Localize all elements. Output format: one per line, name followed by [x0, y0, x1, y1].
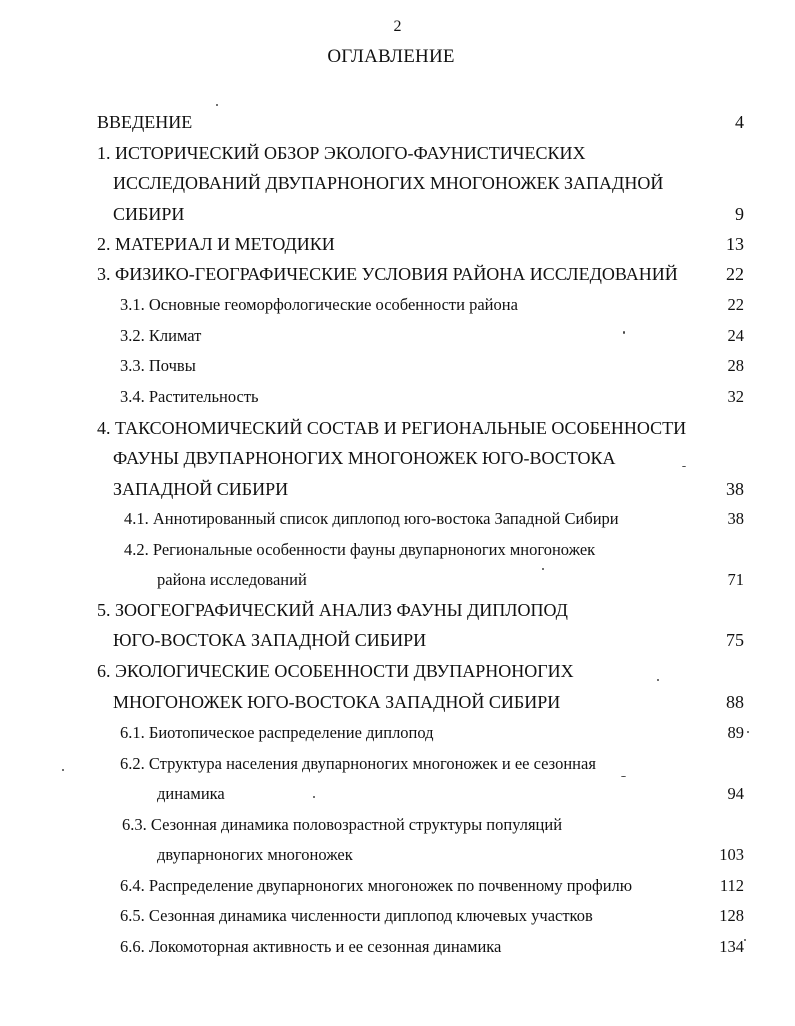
toc-entry-page: 134	[719, 937, 744, 956]
scan-speck	[747, 731, 749, 733]
toc-entry-text: 6.2. Структура населения двупарноногих многоножек и ее сезонная	[120, 754, 596, 773]
toc-entry-page: 94	[727, 784, 744, 803]
toc-entry-page: 112	[719, 876, 744, 895]
scan-speck	[744, 939, 746, 941]
toc-entry-page: 128	[719, 906, 744, 925]
toc-entry-text: 3.4. Растительность	[120, 387, 259, 406]
toc-entry-text: 6.1. Биотопическое распределение диплопод	[120, 723, 434, 742]
toc-entry-text: ИССЛЕДОВАНИЙ ДВУПАРНОНОГИХ МНОГОНОЖЕК ЗАПАДНОЙ	[113, 173, 664, 193]
toc-entry-text: 3.2. Климат	[120, 326, 202, 345]
toc-entry-text: СИБИРИ	[113, 204, 185, 224]
scan-speck	[657, 679, 659, 681]
toc-entry-text: 5. ЗООГЕОГРАФИЧЕСКИЙ АНАЛИЗ ФАУНЫ ДИПЛОПОД	[97, 600, 568, 620]
toc-entry-text: 6.6. Локомоторная активность и ее сезонная динамика	[120, 937, 502, 956]
toc-entry-text: 1. ИСТОРИЧЕСКИЙ ОБЗОР ЭКОЛОГО-ФАУНИСТИЧЕСКИХ	[97, 143, 586, 163]
toc-entry-text: района исследований	[157, 570, 307, 589]
toc-entry-page: 103	[719, 845, 744, 864]
toc-entry-text: 4.2. Региональные особенности фауны двупарноногих многоножек	[124, 540, 596, 559]
toc-entry-page: 32	[727, 387, 744, 406]
toc-entry-text: ФАУНЫ ДВУПАРНОНОГИХ МНОГОНОЖЕК ЮГО-ВОСТОКА	[113, 448, 616, 468]
toc-title: ОГЛАВЛЕНИЕ	[327, 46, 455, 67]
toc-entry-text: 6.5. Сезонная динамика численности диплопод ключевых участков	[120, 906, 593, 925]
scan-speck	[62, 769, 64, 771]
toc-entry-text: 6.4. Распределение двупарноногих многоножек по почвенному профилю	[120, 876, 633, 895]
toc-entry-page: 71	[727, 570, 744, 589]
toc-entry-page: 75	[726, 630, 744, 650]
toc-entry-text: 3.3. Почвы	[120, 356, 196, 375]
toc-entry-text: 3.1. Основные геоморфологические особенности района	[120, 295, 518, 314]
toc-entry-text: 6.3. Сезонная динамика половозрастной структуры популяций	[122, 815, 563, 834]
scan-speck	[313, 796, 315, 798]
toc-entry-page: 38	[727, 509, 744, 528]
toc-entry-page: 13	[726, 234, 744, 254]
toc-entry-page: 88	[726, 692, 744, 712]
toc-entry-text: ВВЕДЕНИЕ	[97, 112, 193, 132]
toc-entry-text: 2. МАТЕРИАЛ И МЕТОДИКИ	[97, 234, 335, 254]
toc-entry-text: ЮГО-ВОСТОКА ЗАПАДНОЙ СИБИРИ	[113, 630, 427, 650]
toc-entry-text: 4. ТАКСОНОМИЧЕСКИЙ СОСТАВ И РЕГИОНАЛЬНЫЕ ОСОБЕННОСТИ	[97, 418, 687, 438]
scan-speck	[542, 568, 544, 570]
toc-entry-page: 9	[735, 204, 744, 224]
toc-entry-page: 28	[727, 356, 744, 375]
toc-entry-page: 38	[726, 479, 744, 499]
toc-entry-text: МНОГОНОЖЕК ЮГО-ВОСТОКА ЗАПАДНОЙ СИБИРИ	[113, 692, 561, 712]
toc-entry-text: 6. ЭКОЛОГИЧЕСКИЕ ОСОБЕННОСТИ ДВУПАРНОНОГИХ	[97, 661, 574, 681]
scan-speck	[621, 776, 626, 777]
toc-entry-page: 22	[727, 295, 744, 314]
scan-speck	[216, 104, 218, 106]
scan-speck	[623, 331, 625, 334]
scan-speck	[682, 466, 686, 467]
page-number: 2	[393, 18, 402, 35]
toc-entry-page: 22	[726, 264, 744, 284]
toc-entry-text: двупарноногих многоножек	[157, 845, 353, 864]
toc-entry-page: 4	[735, 112, 744, 132]
toc-entry-text: 3. ФИЗИКО-ГЕОГРАФИЧЕСКИЕ УСЛОВИЯ РАЙОНА ИССЛЕДОВАНИЙ	[97, 264, 678, 284]
toc-entry-text: 4.1. Аннотированный список диплопод юго-востока Западной Сибири	[124, 509, 619, 528]
toc-entry-page: 89	[727, 723, 744, 742]
toc-entry-page: 24	[727, 326, 744, 345]
toc-entry-text: ЗАПАДНОЙ СИБИРИ	[113, 479, 289, 499]
toc-entry-text: динамика	[157, 784, 225, 803]
